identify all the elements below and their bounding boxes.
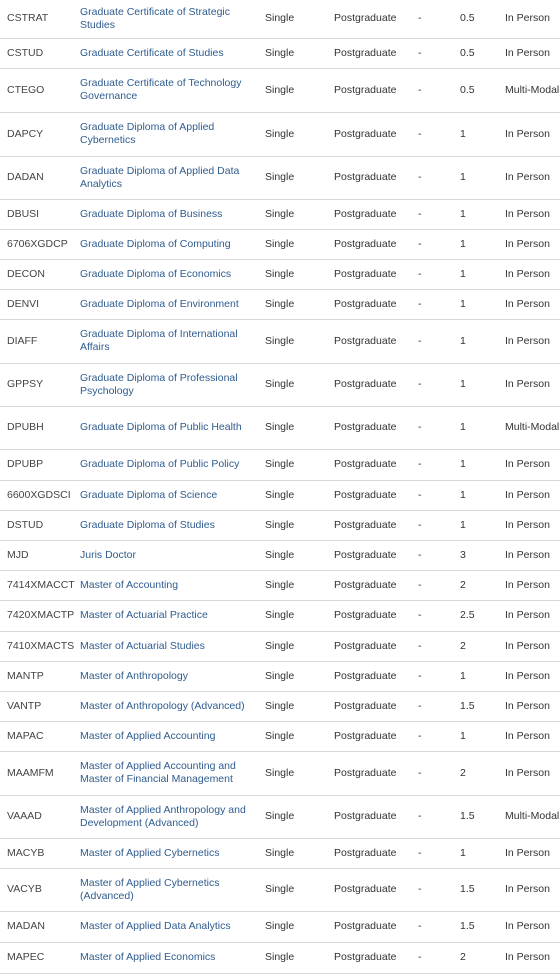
program-name-link[interactable]: Master of Anthropology (Advanced)	[80, 699, 245, 712]
program-name-link[interactable]: Graduate Diploma of Applied Data Analytics	[80, 164, 240, 190]
program-mode-cell: In Person	[505, 0, 560, 38]
program-type-cell: Single	[265, 631, 334, 661]
program-name-link-cell[interactable]	[80, 289, 265, 319]
program-name-link-cell[interactable]	[80, 319, 265, 363]
program-type-cell: Single	[265, 156, 334, 199]
program-level-cell: Postgraduate	[334, 199, 418, 229]
table-row	[0, 156, 560, 199]
program-mode-cell: In Person	[505, 289, 560, 319]
program-code-cell: DADAN	[0, 156, 80, 199]
program-name-link[interactable]: Master of Actuarial Studies	[80, 639, 205, 652]
table-row	[0, 510, 560, 540]
program-level-cell: Postgraduate	[334, 838, 418, 868]
program-code-cell: 7410XMACTS	[0, 631, 80, 661]
program-name-link-cell[interactable]	[80, 911, 265, 942]
table-row	[0, 68, 560, 112]
program-separator-cell: -	[418, 721, 455, 751]
program-level-cell: Postgraduate	[334, 911, 418, 942]
program-duration-cell: 0.5	[455, 68, 505, 112]
program-separator-cell: -	[418, 112, 455, 156]
table-row	[0, 259, 560, 289]
program-mode-cell: In Person	[505, 868, 560, 911]
program-duration-cell: 1	[455, 319, 505, 363]
table-row	[0, 661, 560, 691]
program-type-cell: Single	[265, 259, 334, 289]
program-code-cell: GPPSY	[0, 363, 80, 406]
program-mode-cell: In Person	[505, 570, 560, 600]
program-level-cell: Postgraduate	[334, 0, 418, 38]
program-separator-cell: -	[418, 540, 455, 570]
program-duration-cell: 1	[455, 406, 505, 449]
program-duration-cell: 1	[455, 112, 505, 156]
program-code-cell: DIAFF	[0, 319, 80, 363]
program-type-cell: Single	[265, 751, 334, 795]
program-name-link-cell[interactable]	[80, 751, 265, 795]
program-level-cell: Postgraduate	[334, 600, 418, 631]
program-duration-cell: 2	[455, 751, 505, 795]
program-level-cell: Postgraduate	[334, 480, 418, 510]
program-duration-cell: 3	[455, 540, 505, 570]
program-name-link[interactable]: Graduate Diploma of Environment	[80, 297, 239, 310]
program-level-cell: Postgraduate	[334, 661, 418, 691]
program-name-link[interactable]: Master of Applied Anthropology and Development (Advanced)	[80, 803, 246, 829]
program-separator-cell: -	[418, 0, 455, 38]
program-code-cell: MACYB	[0, 838, 80, 868]
program-name-link-cell[interactable]	[80, 868, 265, 911]
program-separator-cell: -	[418, 838, 455, 868]
program-separator-cell: -	[418, 68, 455, 112]
program-duration-cell: 1	[455, 449, 505, 480]
program-type-cell: Single	[265, 406, 334, 449]
table-row	[0, 691, 560, 721]
program-name-link[interactable]: Graduate Diploma of International Affairs	[80, 328, 238, 353]
program-duration-cell: 1.5	[455, 691, 505, 721]
table-row	[0, 721, 560, 751]
table-row	[0, 868, 560, 911]
program-level-cell: Postgraduate	[334, 721, 418, 751]
program-level-cell: Postgraduate	[334, 289, 418, 319]
program-separator-cell: -	[418, 289, 455, 319]
program-level-cell: Postgraduate	[334, 570, 418, 600]
program-name-link[interactable]: Graduate Certificate of Technology Governance	[80, 77, 242, 102]
program-type-cell: Single	[265, 112, 334, 156]
table-row	[0, 229, 560, 259]
program-name-link-cell[interactable]	[80, 570, 265, 600]
program-level-cell: Postgraduate	[334, 795, 418, 838]
program-name-link[interactable]: Graduate Diploma of Applied Cybernetics	[80, 121, 215, 146]
program-name-link-cell[interactable]	[80, 406, 265, 449]
program-duration-cell: 1	[455, 721, 505, 751]
program-level-cell: Postgraduate	[334, 631, 418, 661]
program-level-cell: Postgraduate	[334, 259, 418, 289]
program-name-link[interactable]: Graduate Diploma of Professional Psychology	[80, 371, 238, 397]
program-code-cell: 7420XMACTP	[0, 600, 80, 631]
program-mode-cell: In Person	[505, 751, 560, 795]
program-code-cell: CTEGO	[0, 68, 80, 112]
program-mode-cell: In Person	[505, 721, 560, 751]
program-name-link-cell[interactable]	[80, 38, 265, 68]
program-type-cell: Single	[265, 0, 334, 38]
program-duration-cell: 1	[455, 289, 505, 319]
program-name-link-cell[interactable]	[80, 449, 265, 480]
program-separator-cell: -	[418, 406, 455, 449]
program-duration-cell: 1	[455, 199, 505, 229]
program-code-cell: MADAN	[0, 911, 80, 942]
program-type-cell: Single	[265, 363, 334, 406]
program-type-cell: Single	[265, 868, 334, 911]
program-level-cell: Postgraduate	[334, 319, 418, 363]
table-row	[0, 480, 560, 510]
program-code-cell: VANTP	[0, 691, 80, 721]
program-code-cell: MJD	[0, 540, 80, 570]
program-level-cell: Postgraduate	[334, 751, 418, 795]
table-row	[0, 199, 560, 229]
program-separator-cell: -	[418, 795, 455, 838]
program-name-link[interactable]: Graduate Diploma of Studies	[80, 518, 215, 531]
program-level-cell: Postgraduate	[334, 449, 418, 480]
program-name-link-cell[interactable]	[80, 199, 265, 229]
program-separator-cell: -	[418, 661, 455, 691]
program-type-cell: Single	[265, 691, 334, 721]
program-name-link[interactable]: Graduate Certificate of Strategic Studies	[80, 5, 230, 31]
program-mode-cell: In Person	[505, 229, 560, 259]
program-code-cell: DPUBH	[0, 406, 80, 449]
program-duration-cell: 1	[455, 661, 505, 691]
program-code-cell: 7414XMACCT	[0, 570, 80, 600]
program-type-cell: Single	[265, 199, 334, 229]
program-mode-cell: In Person	[505, 259, 560, 289]
program-name-link-cell[interactable]	[80, 795, 265, 838]
program-code-cell: DSTUD	[0, 510, 80, 540]
program-mode-cell: In Person	[505, 600, 560, 631]
program-name-link-cell[interactable]	[80, 68, 265, 112]
program-duration-cell: 0.5	[455, 38, 505, 68]
program-level-cell: Postgraduate	[334, 156, 418, 199]
program-duration-cell: 1	[455, 363, 505, 406]
program-mode-cell: Multi-Modal	[505, 68, 560, 112]
program-type-cell: Single	[265, 540, 334, 570]
program-name-link[interactable]: Graduate Diploma of Business	[80, 207, 223, 220]
program-duration-cell: 1.5	[455, 795, 505, 838]
program-duration-cell: 2	[455, 570, 505, 600]
program-name-link[interactable]: Graduate Diploma of Public Policy	[80, 458, 240, 470]
program-name-link[interactable]: Graduate Diploma of Computing	[80, 237, 231, 250]
program-code-cell: DAPCY	[0, 112, 80, 156]
table-row	[0, 363, 560, 406]
program-duration-cell: 1	[455, 480, 505, 510]
program-separator-cell: -	[418, 363, 455, 406]
program-name-link-cell[interactable]	[80, 112, 265, 156]
program-code-cell: VAAAD	[0, 795, 80, 838]
program-name-link-cell[interactable]	[80, 259, 265, 289]
program-name-link[interactable]: Graduate Diploma of Economics	[80, 267, 232, 280]
program-name-link-cell[interactable]	[80, 942, 265, 973]
program-duration-cell: 1	[455, 156, 505, 199]
table-row	[0, 942, 560, 973]
program-duration-cell: 1.5	[455, 911, 505, 942]
program-name-link-cell[interactable]	[80, 0, 265, 38]
program-separator-cell: -	[418, 199, 455, 229]
program-name-link-cell[interactable]	[80, 721, 265, 751]
program-mode-cell: Multi-Modal	[505, 795, 560, 838]
program-type-cell: Single	[265, 480, 334, 510]
program-duration-cell: 1.5	[455, 868, 505, 911]
program-separator-cell: -	[418, 259, 455, 289]
program-code-cell: DPUBP	[0, 449, 80, 480]
program-name-link[interactable]: Master of Accounting	[80, 578, 179, 591]
program-code-cell: 6600XGDSCI	[0, 480, 80, 510]
program-level-cell: Postgraduate	[334, 868, 418, 911]
program-separator-cell: -	[418, 480, 455, 510]
program-level-cell: Postgraduate	[334, 942, 418, 973]
program-code-cell: CSTRAT	[0, 0, 80, 38]
program-type-cell: Single	[265, 38, 334, 68]
program-code-cell: MAPEC	[0, 942, 80, 973]
program-type-cell: Single	[265, 600, 334, 631]
program-name-link[interactable]: Graduate Diploma of Science	[80, 488, 218, 501]
program-separator-cell: -	[418, 751, 455, 795]
program-level-cell: Postgraduate	[334, 363, 418, 406]
program-duration-cell: 2	[455, 942, 505, 973]
program-level-cell: Postgraduate	[334, 112, 418, 156]
table-row	[0, 289, 560, 319]
program-name-link-cell[interactable]	[80, 661, 265, 691]
program-duration-cell: 1	[455, 510, 505, 540]
program-type-cell: Single	[265, 721, 334, 751]
program-name-link-cell[interactable]	[80, 691, 265, 721]
program-separator-cell: -	[418, 911, 455, 942]
program-mode-cell: In Person	[505, 363, 560, 406]
program-separator-cell: -	[418, 631, 455, 661]
program-separator-cell: -	[418, 156, 455, 199]
program-code-cell: 6706XGDCP	[0, 229, 80, 259]
program-level-cell: Postgraduate	[334, 540, 418, 570]
program-name-link-cell[interactable]	[80, 540, 265, 570]
table-row	[0, 406, 560, 449]
program-mode-cell: In Person	[505, 911, 560, 942]
program-mode-cell: In Person	[505, 661, 560, 691]
program-name-link[interactable]: Juris Doctor	[80, 548, 137, 561]
table-row	[0, 112, 560, 156]
table-row	[0, 449, 560, 480]
program-type-cell: Single	[265, 838, 334, 868]
program-code-cell: DBUSI	[0, 199, 80, 229]
program-type-cell: Single	[265, 68, 334, 112]
program-mode-cell: In Person	[505, 449, 560, 480]
program-mode-cell: In Person	[505, 631, 560, 661]
program-code-cell: DENVI	[0, 289, 80, 319]
program-separator-cell: -	[418, 942, 455, 973]
program-code-cell: VACYB	[0, 868, 80, 911]
program-mode-cell: In Person	[505, 838, 560, 868]
program-separator-cell: -	[418, 229, 455, 259]
table-row	[0, 570, 560, 600]
program-code-cell: MAPAC	[0, 721, 80, 751]
program-name-link[interactable]: Master of Applied Accounting	[80, 729, 216, 742]
program-type-cell: Single	[265, 319, 334, 363]
program-mode-cell: In Person	[505, 319, 560, 363]
program-type-cell: Single	[265, 911, 334, 942]
program-type-cell: Single	[265, 661, 334, 691]
program-name-link[interactable]: Master of Anthropology	[80, 669, 188, 682]
table-row	[0, 631, 560, 661]
program-name-link[interactable]: Master of Applied Cybernetics (Advanced)	[80, 876, 220, 902]
program-duration-cell: 0.5	[455, 0, 505, 38]
program-level-cell: Postgraduate	[334, 229, 418, 259]
table-row	[0, 540, 560, 570]
program-mode-cell: In Person	[505, 691, 560, 721]
program-name-link[interactable]: Master of Applied Accounting and Master of Financial Management	[80, 760, 236, 785]
program-separator-cell: -	[418, 38, 455, 68]
program-duration-cell: 1	[455, 259, 505, 289]
table-row	[0, 838, 560, 868]
program-level-cell: Postgraduate	[334, 38, 418, 68]
program-level-cell: Postgraduate	[334, 406, 418, 449]
program-type-cell: Single	[265, 942, 334, 973]
program-type-cell: Single	[265, 229, 334, 259]
program-code-cell: CSTUD	[0, 38, 80, 68]
program-separator-cell: -	[418, 510, 455, 540]
program-separator-cell: -	[418, 691, 455, 721]
program-mode-cell: In Person	[505, 540, 560, 570]
program-duration-cell: 1	[455, 838, 505, 868]
program-name-link-cell[interactable]	[80, 480, 265, 510]
table-row	[0, 795, 560, 838]
program-code-cell: DECON	[0, 259, 80, 289]
program-name-link[interactable]: Master of Applied Economics	[80, 951, 216, 963]
program-name-link[interactable]: Master of Applied Data Analytics	[80, 920, 231, 932]
program-duration-cell: 1	[455, 229, 505, 259]
table-row	[0, 911, 560, 942]
program-separator-cell: -	[418, 449, 455, 480]
program-duration-cell: 2	[455, 631, 505, 661]
program-mode-cell: In Person	[505, 112, 560, 156]
program-type-cell: Single	[265, 570, 334, 600]
program-type-cell: Single	[265, 510, 334, 540]
program-type-cell: Single	[265, 289, 334, 319]
program-name-link[interactable]: Graduate Certificate of Studies	[80, 46, 224, 59]
program-mode-cell: In Person	[505, 38, 560, 68]
program-level-cell: Postgraduate	[334, 68, 418, 112]
program-name-link-cell[interactable]	[80, 631, 265, 661]
program-duration-cell: 2.5	[455, 600, 505, 631]
program-level-cell: Postgraduate	[334, 510, 418, 540]
program-mode-cell: In Person	[505, 942, 560, 973]
program-separator-cell: -	[418, 600, 455, 631]
program-name-link-cell[interactable]	[80, 838, 265, 868]
program-mode-cell: In Person	[505, 480, 560, 510]
program-code-cell: MAAMFM	[0, 751, 80, 795]
program-type-cell: Single	[265, 449, 334, 480]
table-row	[0, 751, 560, 795]
program-separator-cell: -	[418, 868, 455, 911]
table-row	[0, 0, 560, 38]
program-name-link-cell[interactable]	[80, 229, 265, 259]
program-name-link-cell[interactable]	[80, 510, 265, 540]
table-row	[0, 319, 560, 363]
program-separator-cell: -	[418, 319, 455, 363]
program-separator-cell: -	[418, 570, 455, 600]
program-level-cell: Postgraduate	[334, 691, 418, 721]
table-row	[0, 38, 560, 68]
program-code-cell: MANTP	[0, 661, 80, 691]
program-name-link[interactable]: Graduate Diploma of Public Health	[80, 421, 242, 433]
program-name-link[interactable]: Master of Applied Cybernetics	[80, 846, 220, 859]
program-mode-cell: Multi-Modal	[505, 406, 560, 449]
program-name-link[interactable]: Master of Actuarial Practice	[80, 609, 208, 621]
table-row	[0, 600, 560, 631]
program-mode-cell: In Person	[505, 510, 560, 540]
program-mode-cell: In Person	[505, 199, 560, 229]
program-name-link-cell[interactable]	[80, 156, 265, 199]
program-type-cell: Single	[265, 795, 334, 838]
program-mode-cell: In Person	[505, 156, 560, 199]
program-name-link-cell[interactable]	[80, 363, 265, 406]
program-name-link-cell[interactable]	[80, 600, 265, 631]
